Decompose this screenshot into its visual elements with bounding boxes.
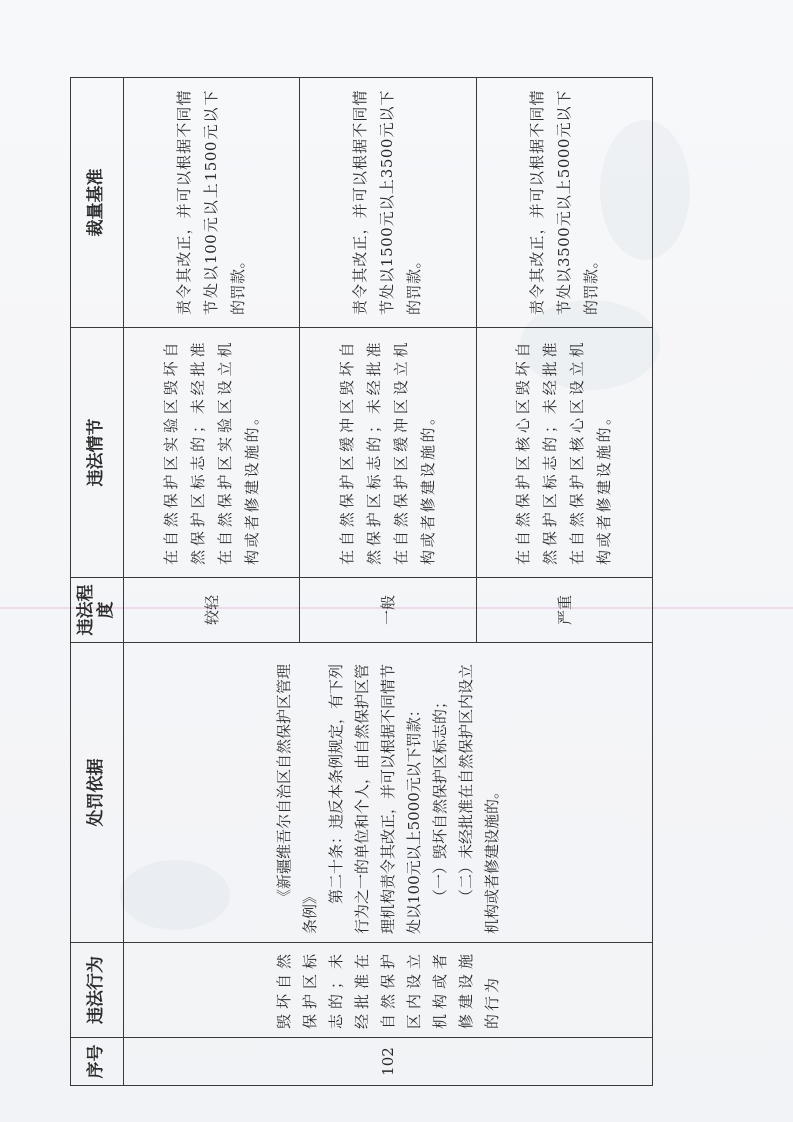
standard-cell-light: 责令其改正，并可以根据不同情节处以100元以上1500元以下的罚款。 xyxy=(124,78,300,328)
violation-act-cell: 毁坏自然保护区标志的；未经批准在自然保护区内设立机构或者修建设施的行为 xyxy=(124,943,653,1038)
table-header-row xyxy=(71,78,124,1086)
degree-cell-general: 一般 xyxy=(300,578,476,643)
rotated-table-sheet xyxy=(70,78,653,1086)
penalty-basis-cell xyxy=(124,643,653,943)
standard-cell-general: 责令其改正，并可以根据不同情节处以1500元以上3500元以下的罚款。 xyxy=(300,78,476,328)
penalty-standard-table xyxy=(70,77,653,1086)
serial-number-cell: 102 xyxy=(124,1038,653,1086)
basis-item-2: （二）未经批准在自然保护区内设立机构或者修建设施的。 xyxy=(457,663,501,934)
circumstance-cell-serious: 在自然保护区核心区毁坏自然保护区标志的；未经批准在自然保护区核心区设立机构或者修建设施的。 xyxy=(476,328,652,578)
header-penalty-basis: 处罚依据 xyxy=(71,643,124,943)
standard-cell-serious: 责令其改正，并可以根据不同情节处以3500元以上5000元以下的罚款。 xyxy=(476,78,652,328)
circumstance-cell-general: 在自然保护区缓冲区毁坏自然保护区标志的；未经批准在自然保护区缓冲区设立机构或者修建设施的。 xyxy=(300,328,476,578)
basis-law-title: 《新疆维吾尔自治区自然保护区管理条例》 xyxy=(275,663,319,934)
degree-cell-light: 较轻 xyxy=(124,578,300,643)
basis-item-1: （一）毁坏自然保护区标志的； xyxy=(431,693,449,904)
degree-cell-serious: 严重 xyxy=(476,578,652,643)
header-violation-circumstance: 违法情节 xyxy=(71,328,124,578)
header-discretion-standard: 裁量基准 xyxy=(71,78,124,328)
header-violation-degree: 违法程度 xyxy=(71,578,124,643)
header-violation-act: 违法行为 xyxy=(71,943,124,1038)
basis-article: 第二十条：违反本条例规定，有下列行为之一的单位和个人，由自然保护区管理机构责令其改正，并可以根据不同情节处以100元以上5000元以下罚款： xyxy=(327,663,423,934)
table-row xyxy=(124,78,300,1086)
circumstance-cell-light: 在自然保护区实验区毁坏自然保护区标志的；未经批准在自然保护区实验区设立机构或者修建设施的。 xyxy=(124,328,300,578)
header-serial-number: 序号 xyxy=(71,1038,124,1086)
